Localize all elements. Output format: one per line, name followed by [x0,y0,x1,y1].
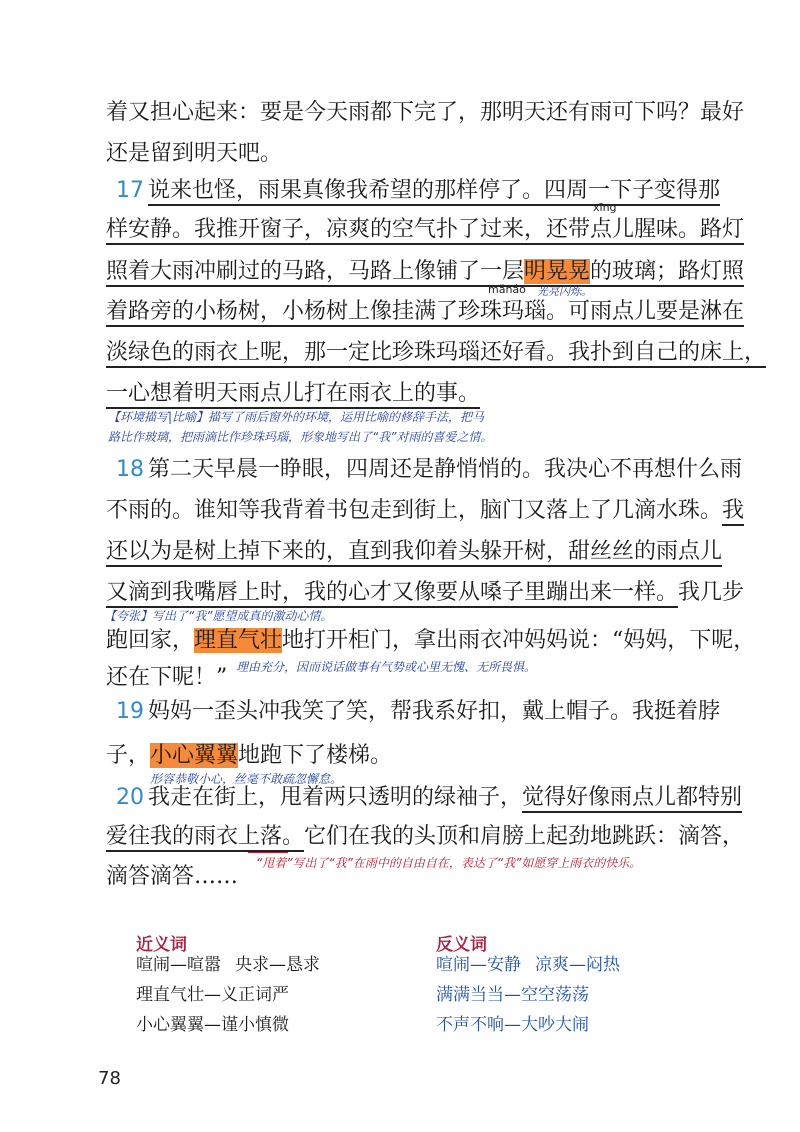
underlined-text: 说来也怪，雨果真像我希望的那样停了。四周一下子变得那 [148,178,720,206]
text-line [116,783,742,813]
text-line [106,338,766,368]
text-line: 还是留到明天吧。 [106,141,283,166]
underlined-text: 淡绿色的雨衣上呢，那一定比珍珠玛瑙还好看。我扑到自己的床上， [106,340,766,368]
highlighted-word: 小心翼翼 [150,743,239,768]
synonym-row: 小心翼翼—谨小慎微 [136,1015,289,1035]
text-line: 着又担心起来：要是今天雨都下完了，那明天还有雨可下吗？最好 [106,100,745,125]
antonym-row: 不声不响—大吵大闹 [436,1015,589,1035]
text-line [106,215,744,245]
text-line [106,822,744,852]
analysis-note: “甩着”写出了“我”在雨中的自由自在，表达了“我”如愿穿上雨衣的快乐。 [256,856,642,870]
analysis-note: 【环境描写|比喻】描写了雨后窗外的环境，运用比喻的修辞手法，把马 [108,410,485,424]
text-span: 我走在街上，甩着两只透明的绿袖子， [148,785,523,810]
highlighted-word: 明晃晃 [524,259,591,284]
text-span: 第二天早晨一睁眼，四周还是静悄悄的。我决心不再想什么雨 [148,457,743,482]
synonym-pair: 央求—恳求 [235,955,320,975]
underlined-text: 味。路灯 [656,217,745,242]
text-line [116,455,742,485]
word-with-pinyin: 腥 [634,217,657,242]
text-line [106,379,480,409]
underlined-text: 我 [722,498,744,526]
text-line [106,257,744,287]
underlined-text: 爱往我的雨衣上落。 [106,824,304,852]
paragraph-number: 20 [116,785,144,810]
text-line [106,741,392,771]
underlined-text: 又滴到我嘴唇上时，我的心才又像要从嗓子里蹦出来一样。 [106,580,678,608]
text-span: 妈妈一歪头冲我笑了笑，帮我系好扣，戴上帽子。我挺着脖 [148,699,721,724]
text-span: 地打开柜门，拿出雨衣冲妈妈说：“妈妈，下呢， [282,628,756,653]
text-line: 还在下呢！” [106,665,228,690]
analysis-note: 【夸张】写出了“我”愿望成真的激动心情。 [104,609,333,623]
underlined-text: 照着大雨冲刷过的马路，马路上像铺了一层 [106,259,525,284]
text-line [116,697,720,727]
text-span: 它们在我的头顶和肩膀上起劲地跳跃：滴答， [304,824,745,849]
text-line [106,297,744,327]
text-line: 滴答滴答…… [106,864,239,889]
text-line [106,578,744,608]
text-span: 我几步 [678,580,745,605]
text-span: 不雨的。谁知等我背着书包走到街上，脑门又落上了几滴水珠。 [106,498,723,523]
word-note: 形容恭敬小心，丝毫不敢疏忽懈怠。 [150,772,343,786]
word-with-pinyin: 玛瑙 [502,299,547,324]
analysis-note: 路比作玻璃，把雨滴比作珍珠玛瑙，形象地写出了“我”对雨的喜爱之情。 [108,430,493,444]
pinyin-annotation: xīng [593,201,617,214]
annotation-connector [248,852,288,853]
text-line [106,537,722,567]
text-line [106,626,755,656]
antonym-pair: 喧闹—安静 [436,955,521,975]
underlined-text: 着路旁的小杨树，小杨树上像挂满了珍珠 [106,299,503,324]
underlined-text: 还以为是树上掉下来的，直到我仰着头躲开树，甜丝丝的雨点儿 [106,539,722,567]
highlighted-word: 理直气壮 [194,628,283,653]
antonym-row: 满满当当—空空荡荡 [436,985,589,1005]
paragraph-number: 19 [116,699,144,724]
synonyms-title: 近义词 [136,935,187,955]
text-line [116,176,720,206]
synonym-pair: 喧闹—喧嚣 [136,955,221,975]
underlined-text: 的玻璃；路灯照 [590,259,745,284]
underlined-text: 一心想着明天雨点儿打在雨衣上的事。 [106,381,480,409]
underlined-text: 。可雨点儿要是淋在 [546,299,745,324]
paragraph-number: 17 [116,178,144,203]
paragraph-number: 18 [116,457,144,482]
text-span: 地跑下了楼梯。 [238,743,393,768]
underlined-text: 样安静。我推开窗子，凉爽的空气扑了过来，还带点儿 [106,217,635,242]
underlined-text: 觉得好像雨点儿都特别 [522,785,742,813]
synonym-row [136,952,320,978]
word-note: 光亮闪烁。 [537,285,592,298]
text-span: 子， [106,743,151,768]
page-number: 78 [98,1068,121,1089]
pinyin-annotation: mǎnáo [488,283,526,296]
word-note: 理由充分，因而说话做事有气势或心里无愧、无所畏惧。 [236,660,537,674]
synonym-row: 理直气壮—义正词严 [136,985,289,1005]
text-line [106,496,744,526]
antonyms-title: 反义词 [436,935,487,955]
antonym-row [436,952,620,978]
antonym-pair: 凉爽—闷热 [535,955,620,975]
text-span: 跑回家， [106,628,195,653]
